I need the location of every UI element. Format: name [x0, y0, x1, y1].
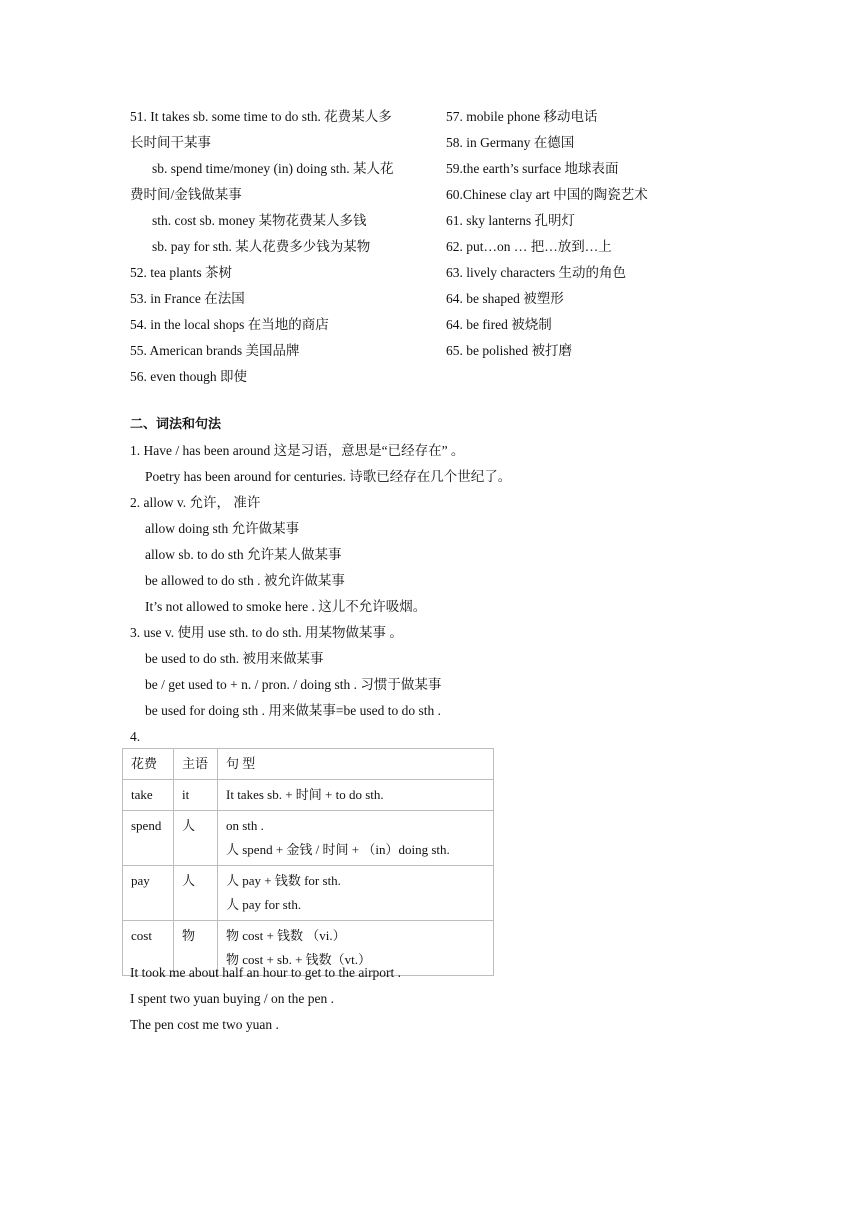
table-header-cell: 句 型 [218, 749, 494, 780]
table-row [123, 811, 494, 866]
vocab-item-51-cont: 长时间干某事 [130, 135, 211, 150]
pattern-line: 人 spend + 金钱 / 时间 + （in）doing sth. [226, 842, 450, 857]
table-header-cell: 花费 [123, 749, 174, 780]
table-cell-verb: spend [123, 811, 174, 866]
section-title: 二、词法和句法 [130, 417, 222, 432]
vocab-item-54: 54. in the local shops 在当地的商店 [130, 317, 329, 332]
vocab-item-52: 52. tea plants 茶树 [130, 265, 232, 280]
vocab-item-61: 61. sky lanterns 孔明灯 [446, 213, 575, 228]
table-cell-subject: it [174, 780, 218, 811]
pattern-line: 人 pay for sth. [226, 897, 302, 912]
grammar-line: be allowed to do sth . 被允许做某事 [145, 573, 345, 588]
vocab-item-65: 65. be polished 被打磨 [446, 343, 572, 358]
vocab-item-57: 57. mobile phone 移动电话 [446, 109, 598, 124]
vocab-item-55: 55. American brands 美国品牌 [130, 343, 300, 358]
table-header-cell: 主语 [174, 749, 218, 780]
table-cell-pattern [218, 811, 494, 866]
pattern-line: 人 pay + 钱数 for sth. [226, 873, 341, 888]
pattern-line: It takes sb. + 时间 + to do sth. [226, 787, 384, 802]
grammar-line: 3. use v. 使用 use sth. to do sth. 用某物做某事 。 [130, 625, 403, 640]
vocab-item-59: 59.the earth’s surface 地球表面 [446, 161, 619, 176]
table-cell-verb: take [123, 780, 174, 811]
table-cell-subject: 人 [174, 866, 218, 921]
table-row [123, 866, 494, 921]
example-sentence: The pen cost me two yuan . [130, 1017, 279, 1032]
vocab-item-cost: sth. cost sb. money 某物花费某人多钱 [152, 213, 367, 228]
grammar-line: be used for doing sth . 用来做某事=be used to do sth . [145, 703, 441, 718]
vocab-item-64a: 64. be shaped 被塑形 [446, 291, 564, 306]
vocab-item-pay: sb. pay for sth. 某人花费多少钱为某物 [152, 239, 371, 254]
table-cell-pattern [218, 866, 494, 921]
vocab-item-51: 51. It takes sb. some time to do sth. 花费某人多 [130, 109, 392, 124]
verb-usage-table [122, 748, 494, 976]
grammar-line: 2. allow v. 允许， 准许 [130, 495, 261, 510]
vocab-item-spend-cont: 费时间/金钱做某事 [130, 187, 242, 202]
pattern-line: 物 cost + sb. + 钱数（vt.） [226, 952, 372, 967]
vocab-item-60: 60.Chinese clay art 中国的陶瓷艺术 [446, 187, 648, 202]
grammar-line: be / get used to + n. / pron. / doing sth . 习惯于做某事 [145, 677, 442, 692]
vocab-item-62: 62. put…on … 把…放到…上 [446, 239, 612, 254]
grammar-line: It’s not allowed to smoke here . 这儿不允许吸烟。 [145, 599, 427, 614]
vocab-item-64b: 64. be fired 被烧制 [446, 317, 552, 332]
table-header-row [123, 749, 494, 780]
table-cell-pattern [218, 780, 494, 811]
table-cell-verb: pay [123, 866, 174, 921]
grammar-line: 1. Have / has been around 这是习语，意思是“已经存在” 。 [130, 443, 465, 458]
grammar-line: allow doing sth 允许做某事 [145, 521, 300, 536]
table-cell-verb: cost [123, 921, 174, 976]
example-sentence: It took me about half an hour to get to the airport . [130, 965, 402, 980]
vocab-item-56: 56. even though 即使 [130, 369, 247, 384]
grammar-line: Poetry has been around for centuries. 诗歌已经存在几个世纪了。 [145, 469, 512, 484]
grammar-line: allow sb. to do sth 允许某人做某事 [145, 547, 342, 562]
example-sentence: I spent two yuan buying / on the pen . [130, 991, 334, 1006]
table-cell-subject: 人 [174, 811, 218, 866]
grammar-line: be used to do sth. 被用来做某事 [145, 651, 324, 666]
grammar-line: 4. [130, 729, 141, 744]
vocab-item-53: 53. in France 在法国 [130, 291, 245, 306]
vocab-item-63: 63. lively characters 生动的角色 [446, 265, 626, 280]
vocab-item-spend: sb. spend time/money (in) doing sth. 某人花 [152, 161, 394, 176]
pattern-line: on sth . [226, 818, 264, 833]
vocab-item-58: 58. in Germany 在德国 [446, 135, 575, 150]
table-row [123, 780, 494, 811]
pattern-line: 物 cost + 钱数 （vi.） [226, 928, 346, 943]
table-cell-subject: 物 [174, 921, 218, 976]
